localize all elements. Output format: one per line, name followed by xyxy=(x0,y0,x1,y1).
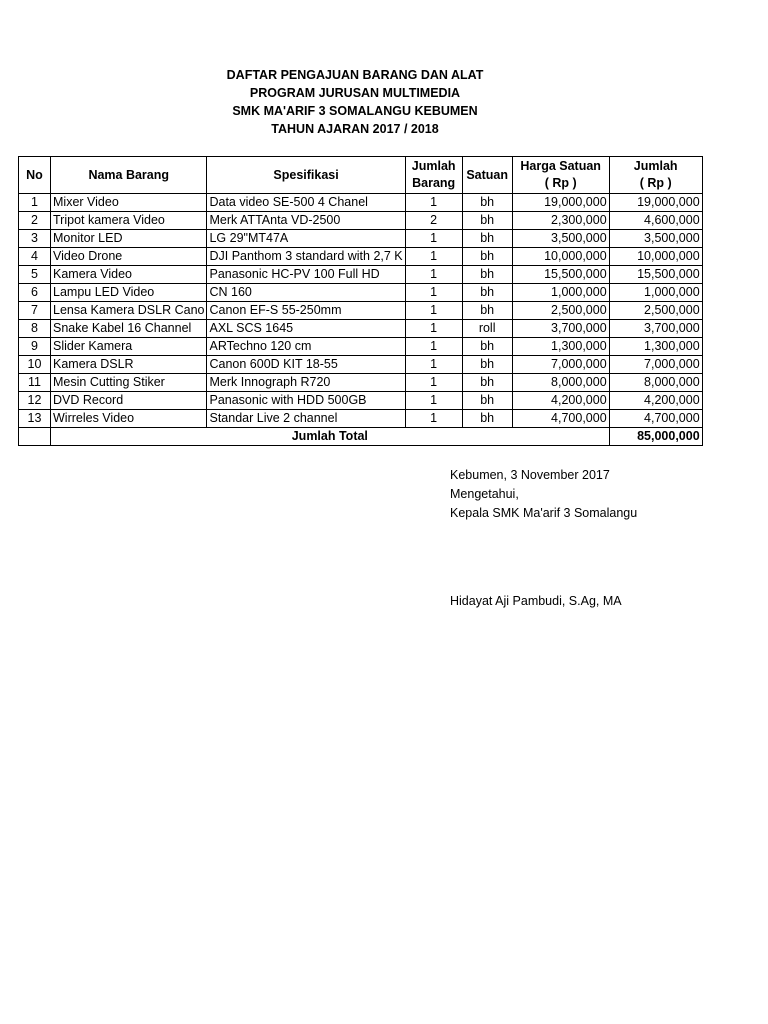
cell-nama-barang: Kamera Video xyxy=(51,266,207,284)
table-row xyxy=(19,266,703,284)
cell-harga-satuan: 10,000,000 xyxy=(512,248,609,266)
cell-satuan: bh xyxy=(462,302,512,320)
cell-spesifikasi: Panasonic with HDD 500GB xyxy=(207,392,405,410)
cell-spesifikasi: Canon 600D KIT 18-55 xyxy=(207,356,405,374)
cell-harga-satuan: 1,000,000 xyxy=(512,284,609,302)
cell-no: 7 xyxy=(19,302,51,320)
cell-no: 4 xyxy=(19,248,51,266)
cell-jumlah-barang: 1 xyxy=(405,338,462,356)
table-row xyxy=(19,410,703,428)
table-row xyxy=(19,338,703,356)
cell-harga-satuan: 3,700,000 xyxy=(512,320,609,338)
table-row xyxy=(19,194,703,212)
cell-nama-barang: Mesin Cutting Stiker xyxy=(51,374,207,392)
cell-jumlah: 8,000,000 xyxy=(609,374,702,392)
cell-spesifikasi: DJI Panthom 3 standard with 2,7 K xyxy=(207,248,405,266)
table-row xyxy=(19,248,703,266)
cell-nama-barang: Lampu LED Video xyxy=(51,284,207,302)
cell-harga-satuan: 15,500,000 xyxy=(512,266,609,284)
cell-spesifikasi: Data video SE-500 4 Chanel xyxy=(207,194,405,212)
total-row xyxy=(19,428,703,446)
cell-no: 3 xyxy=(19,230,51,248)
cell-jumlah-barang: 2 xyxy=(405,212,462,230)
cell-jumlah-barang: 1 xyxy=(405,374,462,392)
cell-nama-barang: Monitor LED xyxy=(51,230,207,248)
cell-nama-barang: Lensa Kamera DSLR Cano xyxy=(51,302,207,320)
cell-harga-satuan: 4,200,000 xyxy=(512,392,609,410)
total-blank-cell xyxy=(19,428,51,446)
cell-satuan: roll xyxy=(462,320,512,338)
table-row xyxy=(19,284,703,302)
cell-satuan: bh xyxy=(462,284,512,302)
cell-satuan: bh xyxy=(462,410,512,428)
cell-spesifikasi: Merk Innograph R720 xyxy=(207,374,405,392)
table-row xyxy=(19,356,703,374)
cell-nama-barang: Slider Kamera xyxy=(51,338,207,356)
cell-jumlah-barang: 1 xyxy=(405,248,462,266)
table-row xyxy=(19,374,703,392)
cell-satuan: bh xyxy=(462,248,512,266)
signer-position: Kepala SMK Ma'arif 3 Somalangu xyxy=(450,506,638,520)
cell-spesifikasi: CN 160 xyxy=(207,284,405,302)
total-label: Jumlah Total xyxy=(51,428,610,446)
cell-nama-barang: Kamera DSLR xyxy=(51,356,207,374)
cell-spesifikasi: Standar Live 2 channel xyxy=(207,410,405,428)
header-jumlah: Jumlah ( Rp ) xyxy=(609,157,702,194)
cell-spesifikasi: AXL SCS 1645 xyxy=(207,320,405,338)
place-date: Kebumen, 3 November 2017 xyxy=(450,468,610,482)
title-line-1: DAFTAR PENGAJUAN BARANG DAN ALAT xyxy=(226,68,484,82)
cell-no: 2 xyxy=(19,212,51,230)
cell-jumlah-barang: 1 xyxy=(405,302,462,320)
cell-satuan: bh xyxy=(462,392,512,410)
cell-jumlah-barang: 1 xyxy=(405,356,462,374)
cell-nama-barang: Mixer Video xyxy=(51,194,207,212)
cell-spesifikasi: ARTechno 120 cm xyxy=(207,338,405,356)
cell-no: 10 xyxy=(19,356,51,374)
cell-satuan: bh xyxy=(462,212,512,230)
cell-jumlah-barang: 1 xyxy=(405,392,462,410)
cell-satuan: bh xyxy=(462,230,512,248)
cell-spesifikasi: Canon EF-S 55-250mm xyxy=(207,302,405,320)
header-jumlah-barang: Jumlah Barang xyxy=(405,157,462,194)
signer-name: Hidayat Aji Pambudi, S.Ag, MA xyxy=(450,594,622,608)
cell-satuan: bh xyxy=(462,266,512,284)
cell-jumlah-barang: 1 xyxy=(405,230,462,248)
cell-jumlah: 15,500,000 xyxy=(609,266,702,284)
cell-jumlah: 4,600,000 xyxy=(609,212,702,230)
cell-jumlah-barang: 1 xyxy=(405,284,462,302)
cell-no: 5 xyxy=(19,266,51,284)
cell-no: 9 xyxy=(19,338,51,356)
cell-jumlah: 7,000,000 xyxy=(609,356,702,374)
cell-jumlah-barang: 1 xyxy=(405,320,462,338)
cell-spesifikasi: Panasonic HC-PV 100 Full HD xyxy=(207,266,405,284)
cell-satuan: bh xyxy=(462,194,512,212)
request-table xyxy=(18,156,703,446)
table-row xyxy=(19,302,703,320)
header-harga-satuan: Harga Satuan ( Rp ) xyxy=(512,157,609,194)
cell-nama-barang: Snake Kabel 16 Channel xyxy=(51,320,207,338)
cell-nama-barang: Wirreles Video xyxy=(51,410,207,428)
cell-jumlah: 4,200,000 xyxy=(609,392,702,410)
cell-harga-satuan: 7,000,000 xyxy=(512,356,609,374)
cell-jumlah: 10,000,000 xyxy=(609,248,702,266)
cell-no: 6 xyxy=(19,284,51,302)
header-no: No xyxy=(19,157,51,194)
signature-block xyxy=(450,466,637,523)
table-row xyxy=(19,212,703,230)
cell-spesifikasi: LG 29"MT47A xyxy=(207,230,405,248)
document-title xyxy=(0,66,710,138)
cell-nama-barang: Video Drone xyxy=(51,248,207,266)
cell-jumlah: 4,700,000 xyxy=(609,410,702,428)
cell-no: 8 xyxy=(19,320,51,338)
acknowledged-label: Mengetahui, xyxy=(450,487,519,501)
cell-jumlah: 1,000,000 xyxy=(609,284,702,302)
cell-jumlah: 3,700,000 xyxy=(609,320,702,338)
cell-harga-satuan: 1,300,000 xyxy=(512,338,609,356)
table-header-row xyxy=(19,157,703,194)
title-line-3: SMK MA'ARIF 3 SOMALANGU KEBUMEN xyxy=(232,104,478,118)
title-line-2: PROGRAM JURUSAN MULTIMEDIA xyxy=(249,86,461,100)
cell-spesifikasi: Merk ATTAnta VD-2500 xyxy=(207,212,405,230)
header-spesifikasi: Spesifikasi xyxy=(207,157,405,194)
cell-harga-satuan: 2,300,000 xyxy=(512,212,609,230)
cell-jumlah-barang: 1 xyxy=(405,266,462,284)
table-row xyxy=(19,230,703,248)
cell-no: 13 xyxy=(19,410,51,428)
cell-harga-satuan: 4,700,000 xyxy=(512,410,609,428)
cell-jumlah: 3,500,000 xyxy=(609,230,702,248)
cell-harga-satuan: 8,000,000 xyxy=(512,374,609,392)
header-satuan: Satuan xyxy=(462,157,512,194)
table-row xyxy=(19,392,703,410)
cell-satuan: bh xyxy=(462,338,512,356)
cell-jumlah-barang: 1 xyxy=(405,410,462,428)
cell-satuan: bh xyxy=(462,356,512,374)
cell-satuan: bh xyxy=(462,374,512,392)
cell-harga-satuan: 19,000,000 xyxy=(512,194,609,212)
title-line-4: TAHUN AJARAN 2017 / 2018 xyxy=(271,122,439,136)
table-row xyxy=(19,320,703,338)
cell-harga-satuan: 2,500,000 xyxy=(512,302,609,320)
header-nama-barang: Nama Barang xyxy=(51,157,207,194)
cell-jumlah: 19,000,000 xyxy=(609,194,702,212)
cell-no: 11 xyxy=(19,374,51,392)
cell-harga-satuan: 3,500,000 xyxy=(512,230,609,248)
cell-no: 12 xyxy=(19,392,51,410)
total-value: 85,000,000 xyxy=(609,428,702,446)
cell-jumlah-barang: 1 xyxy=(405,194,462,212)
cell-nama-barang: DVD Record xyxy=(51,392,207,410)
cell-jumlah: 2,500,000 xyxy=(609,302,702,320)
cell-no: 1 xyxy=(19,194,51,212)
cell-jumlah: 1,300,000 xyxy=(609,338,702,356)
cell-nama-barang: Tripot kamera Video xyxy=(51,212,207,230)
